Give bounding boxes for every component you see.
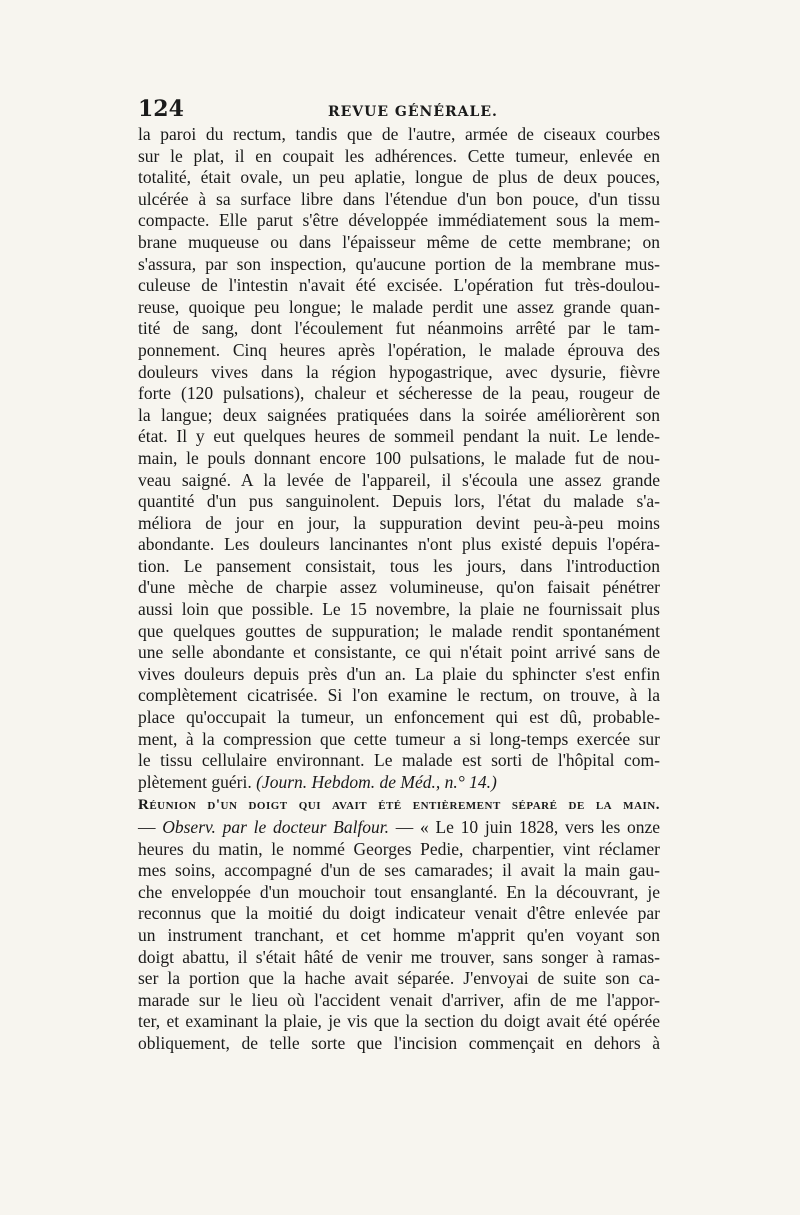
section-heading-line: [138, 793, 660, 817]
text-line: que quelques gouttes de suppuration; le malade rendit spontanément: [138, 620, 660, 641]
text-line: obliquement, de telle sorte que l'incision commençait en dehors à: [138, 1032, 660, 1053]
text-line: ter, et examinant la plaie, je vis que la section du doigt avait été opérée: [138, 1011, 660, 1032]
text-line: culeuse de l'intestin n'avait été excisée. L'opération fut très-doulou-: [138, 275, 660, 296]
text-line: doigt abattu, il s'était hâté de venir me trouver, sans songer à ramas-: [138, 946, 660, 967]
text-line: mes soins, accompagné d'un de ses camarades; il avait la main gau-: [138, 860, 660, 881]
text-line: tité de sang, dont l'écoulement fut néanmoins arrêté par le tam-: [138, 318, 660, 339]
text-line: la paroi du rectum, tandis que de l'autre, armée de ciseaux courbes: [138, 124, 660, 144]
text-line: [138, 772, 660, 794]
text-line: s'assura, par son inspection, qu'aucune portion de la membrane mus-: [138, 253, 660, 274]
page-number: 124: [138, 96, 184, 122]
paragraph-observation: [138, 839, 660, 1055]
text-line: vives douleurs depuis près d'un an. La plaie du sphincter s'est enfin: [138, 663, 660, 684]
text-line: d'une mèche de charpie assez volumineuse, qu'on faisait pénétrer: [138, 577, 660, 598]
book-page: [138, 96, 660, 1055]
text-line: forte (120 pulsations), chaleur et sécheresse de la peau, rougeur de: [138, 383, 660, 404]
text-line: main, le pouls donnant encore 100 pulsations, le malade fut de nou-: [138, 447, 660, 468]
paragraph-operation: [138, 124, 660, 772]
text-line: sur le plat, il en coupait les adhérences. Cette tumeur, enlevée en: [138, 145, 660, 166]
text-line: [138, 817, 660, 839]
text-line: totalité, était ovale, un peu aplatie, longue de plus de deux pouces,: [138, 167, 660, 188]
text-line: aussi loin que possible. Le 15 novembre, la plaie ne fournissait plus: [138, 599, 660, 620]
text-line: une selle abondante et consistante, ce qui n'était point arrivé sans de: [138, 642, 660, 663]
text-line: ment, à la compression que cette tumeur a si long-temps exercée sur: [138, 728, 660, 749]
body-text: [138, 124, 660, 1055]
text-line: place qu'occupait la tumeur, un enfoncement qui est dû, probable-: [138, 707, 660, 728]
text-line: ponnement. Cinq heures après l'opération, le malade éprouva des: [138, 339, 660, 360]
text-line: un instrument tranchant, et cet homme m'apprit qu'en voyant son: [138, 924, 660, 945]
text-line: compacte. Elle parut s'être développée immédiatement sous la mem-: [138, 210, 660, 231]
text-line: che enveloppée d'un mouchoir tout ensanglanté. En la découvrant, je: [138, 881, 660, 902]
text-line: ser la portion que la hache avait séparée. J'envoyai de suite son ca-: [138, 968, 660, 989]
text-fragment: — « Le 10 juin 1828, vers les onze: [395, 817, 661, 837]
text-line: abondante. Les douleurs lancinantes n'ont plus existé depuis l'opéra-: [138, 534, 660, 555]
page-header: [138, 96, 660, 122]
section-heading: Réunion d'un doigt qui avait été entièrement séparé de la main.: [138, 797, 660, 814]
observation-credit: Observ. par le docteur Balfour.: [162, 817, 390, 837]
text-line: ulcérée à sa surface libre dans l'étendue d'un bon pouce, d'un tissu: [138, 188, 660, 209]
text-line: reconnus que la moitié du doigt indicateur venait d'être enlevée par: [138, 903, 660, 924]
text-line: complètement cicatrisée. Si l'on examine le rectum, on trouve, à la: [138, 685, 660, 706]
text-line: quantité d'un pus sanguinolent. Depuis lors, l'état du malade s'a-: [138, 491, 660, 512]
text-line: brane muqueuse ou dans l'épaisseur même de cette membrane; on: [138, 231, 660, 252]
text-line: la langue; deux saignées pratiquées dans la soirée améliorèrent son: [138, 404, 660, 425]
text-line: reuse, quoique peu longue; le malade perdit une assez grande quan-: [138, 296, 660, 317]
citation: (Journ. Hebdom. de Méd., n.° 14.): [256, 771, 497, 792]
closing-text: plètement guéri.: [138, 771, 252, 792]
text-line: méliora de jour en jour, la suppuration devint peu-à-peu moins: [138, 512, 660, 533]
text-line: marade sur le lieu où l'accident venait d'arriver, afin de me l'appor-: [138, 989, 660, 1010]
text-line: tion. Le pansement consistait, tous les jours, dans l'introduction: [138, 555, 660, 576]
running-title: REVUE GÉNÉRALE.: [328, 104, 498, 120]
text-line: heures du matin, le nommé Georges Pedie, charpentier, vint réclamer: [138, 838, 660, 859]
text-line: douleurs vives dans la région hypogastrique, avec dysurie, fièvre: [138, 361, 660, 382]
text-line: veau saigné. A la levée de l'appareil, il s'écoula une assez grande: [138, 469, 660, 490]
text-line: état. Il y eut quelques heures de sommeil pendant la nuit. Le lende-: [138, 426, 660, 447]
dash: —: [138, 817, 156, 837]
text-line: le tissu cellulaire environnant. Le malade est sorti de l'hôpital com-: [138, 750, 660, 771]
